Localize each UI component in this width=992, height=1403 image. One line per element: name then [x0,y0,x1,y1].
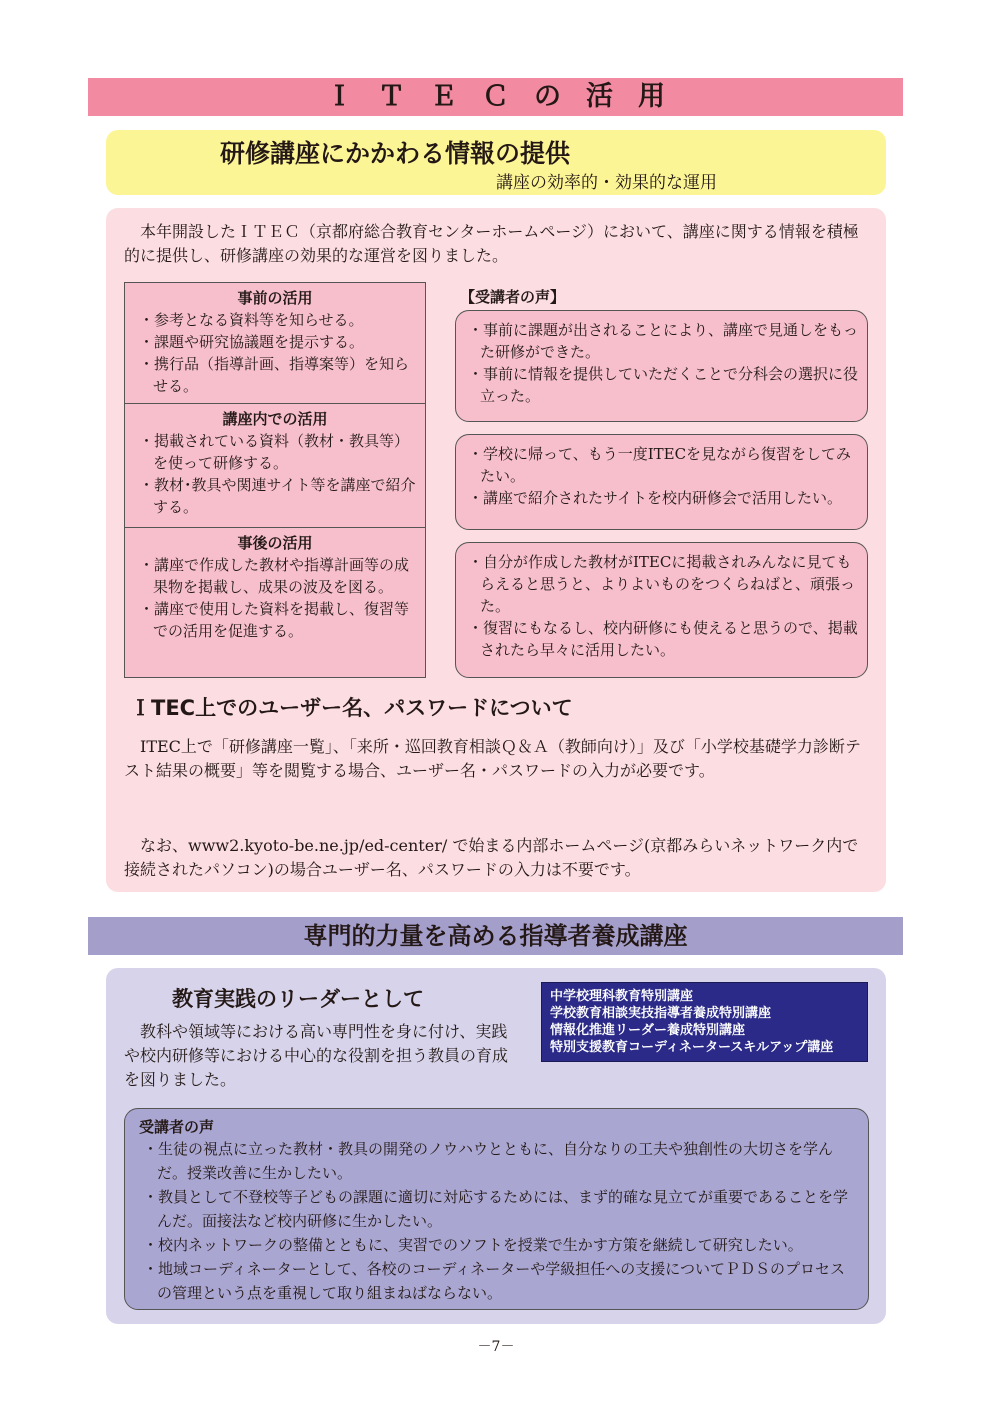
usage-section-before [125,283,425,404]
banner-subtitle: 講座の効率的・効果的な運用 [496,173,717,193]
usage-item: ・講座で使用した資料を掲載し、復習等での活用を促進する。 [139,600,410,640]
voices-heading: 【受講者の声】 [460,288,566,306]
leader-voice-item: ・地域コーディネーターとして、各校のコーディネーターや学級担任への支援についてＰＤＳのプロセスの管理という点を重視して取り組まねばならない。 [143,1260,846,1302]
itec-login-heading: ＩTEC上でのユーザー名、パスワードについて [130,696,573,720]
usage-item: ・携行品（指導計画、指導案等）を知らせる。 [139,355,410,395]
course-item: 中学校理科教育特別講座 [550,989,694,1004]
voice-box [455,434,868,530]
voice-item: ・自分が作成した教材がITECに掲載されみんなに見てもらえると思うと、よりよいものをつくらねばと、頑張った。 [468,553,856,615]
leader-voice-item: ・生徒の視点に立った教材・教具の開発のノウハウとともに、自分なりの工夫や独創性の大切さを学んだ。授業改善に生かしたい。 [143,1140,834,1182]
usage-item: ・参考となる資料等を知らせる。 [139,311,364,329]
itec-login-paragraph: ITEC上で「研修講座一覧」、「来所・巡回教育相談Ｑ＆Ａ（教師向け）」及び「小学校基礎学力診断テスト結果の概要」等を閲覧する場合、ユーザー名・パスワードの入力が必要です。 [124,737,861,780]
itec-note-paragraph: なお、www2.kyoto-be.ne.jp/ed-center/ で始まる内部ホームページ(京都みらいネットワーク内で接続されたパソコン)の場合ユーザー名、パスワードの入力は不要です。 [124,836,859,879]
course-item: 特別支援教育コーディネータースキルアップ講座 [550,1040,834,1055]
intro-paragraph: 本年開設したＩＴＥＣ（京都府総合教育センターホームページ）において、講座に関する情報を積極的に提供し、研修講座の効果的な運営を図りました。 [124,222,859,265]
voice-item: ・事前に情報を提供していただくことで分科会の選択に役立った。 [468,365,859,405]
usage-heading: 事後の活用 [237,534,313,552]
usage-item: ・教材･教具や関連サイト等を講座で紹介する。 [139,476,416,516]
voice-item: ・学校に帰って、もう一度ITECを見ながら復習をしてみたい。 [468,445,852,485]
page-number: －7－ [477,1339,515,1355]
leader-title: 教育実践のリーダーとして [172,987,424,1011]
usage-item: ・課題や研究協議題を提示する。 [139,333,365,351]
voice-item: ・講座で紹介されたサイトを校内研修会で活用したい。 [468,489,842,507]
course-item: 学校教育相談実技指導者養成特別講座 [550,1006,772,1021]
usage-item: ・講座で作成した教材や指導計画等の成果物を掲載し、成果の波及を図る。 [139,556,410,596]
usage-section-during [125,404,425,528]
usage-heading: 事前の活用 [237,289,313,307]
leader-voice-item: ・教員として不登校等子どもの課題に適切に対応するためには、まず的確な見立てが重要であることを学んだ。面接法など校内研修に生かしたい。 [143,1188,849,1230]
leader-paragraph: 教科や領域等における高い専門性を身に付け、実践や校内研修等における中心的な役割を担う教員の育成を図りました。 [124,1022,509,1089]
voice-box [455,310,868,422]
leader-voice-item: ・校内ネットワークの整備とともに、実習でのソフトを授業で生かす方策を継続して研究したい。 [143,1236,803,1254]
voice-item: ・事前に課題が出されることにより、講座で見通しをもった研修ができた。 [468,321,859,361]
usage-section-after [125,528,425,679]
voice-box [455,542,868,678]
course-list [541,982,868,1062]
section2-title: 専門的力量を高める指導者養成講座 [303,922,688,950]
usage-heading: 講座内での活用 [222,410,328,428]
voice-item: ・復習にもなるし、校内研修にも使えると思うので、掲載されたら早々に活用したい。 [468,619,858,659]
leader-voices-box [124,1108,869,1310]
usage-item: ・掲載されている資料（教材・教具等）を使って研修する。 [139,432,410,472]
banner-title: 研修講座にかかわる情報の提供 [220,139,571,168]
leader-voices-heading: 受講者の声 [139,1118,215,1136]
section1-title: ＩＴＥＣの活用 [326,81,690,112]
usage-table [124,282,426,678]
course-item: 情報化推進リーダー養成特別講座 [550,1023,746,1038]
